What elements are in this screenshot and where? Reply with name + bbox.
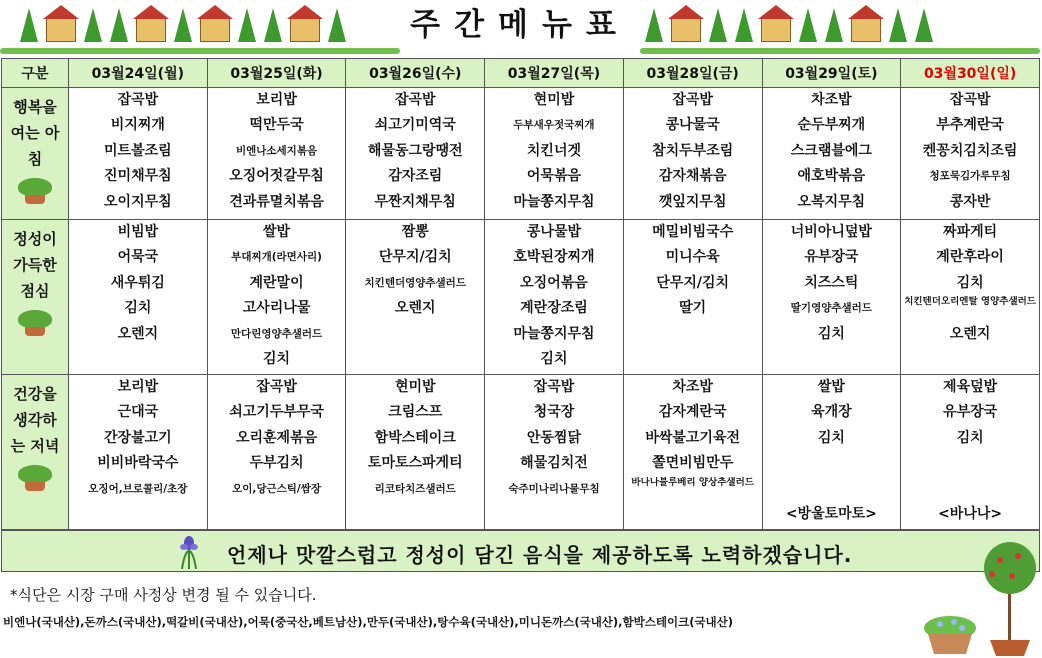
menu-item: 보리밥 xyxy=(256,92,297,108)
meal-name: 정성이 가득한 점심 xyxy=(13,230,57,300)
menu-item xyxy=(346,347,484,372)
menu-item: 청포묵김가루무침 xyxy=(929,170,1011,183)
menu-item: 비빔밥 xyxy=(117,224,159,240)
menu-item: 차조밥 xyxy=(811,92,852,108)
menu-item: 쌀밥 xyxy=(263,224,291,240)
menu-item: 제육덮밥 xyxy=(943,379,998,395)
menu-item: 김치 xyxy=(540,350,568,367)
tree-icon xyxy=(84,8,102,42)
menu-item: 계란장조림 xyxy=(520,300,588,317)
menu-item: 비지찌개 xyxy=(110,117,165,134)
menu-item: 만다린영양추샐러드 xyxy=(230,327,323,340)
menu-item: 비엔나소세지볶음 xyxy=(235,144,318,157)
meal-label-cell xyxy=(2,375,69,530)
iris-icon xyxy=(174,535,204,569)
tree-icon xyxy=(238,8,256,42)
day-menu-cell xyxy=(207,375,346,530)
menu-item: 김치 xyxy=(124,300,152,317)
meal-label-cell xyxy=(2,220,69,375)
meal-name: 행복을 여는 아침 xyxy=(10,98,60,168)
menu-item: 오징어젓갈무침 xyxy=(229,168,324,185)
menu-item: 유부장국 xyxy=(943,404,998,421)
tree-icon xyxy=(735,8,753,42)
tree-icon xyxy=(20,8,38,42)
menu-item: 쇠고기미역국 xyxy=(374,117,456,134)
menu-item: 딸기 xyxy=(679,300,707,317)
menu-item: 메밀비빔국수 xyxy=(652,224,734,240)
page-title: 주간메뉴표 xyxy=(410,7,630,43)
menu-item: 어묵볶음 xyxy=(526,168,582,185)
menu-item xyxy=(901,451,1039,476)
menu-item: 비비바락국수 xyxy=(97,455,179,472)
day-menu-cell xyxy=(485,88,624,220)
day-header: 03월28일(금) xyxy=(623,59,762,88)
menu-item: 오렌지 xyxy=(394,300,436,317)
group-header: 구분 xyxy=(2,59,69,88)
weekly-menu-table xyxy=(1,58,1040,530)
menu-item: 미니수육 xyxy=(665,249,720,266)
menu-item: 새우튀김 xyxy=(110,274,165,291)
house-icon xyxy=(671,18,701,42)
footer-message: 언제나 맛깔스럽고 정성이 담긴 음식을 제공하도록 노력하겠습니다. xyxy=(227,543,853,567)
day-menu-cell xyxy=(485,375,624,530)
origin-info: 비엔나(국내산),돈까스(국내산),떡갈비(국내산),어묵(중국산,베트남산),만두(국내산),탕수육(국내산),미니돈까스(국내산),함박스테이크(국내산) xyxy=(3,615,734,629)
menu-item: 오복지무침 xyxy=(797,193,866,210)
menu-item: 미트볼조림 xyxy=(104,142,172,159)
menu-item: 숙주미나리나물무침 xyxy=(508,482,600,495)
menu-item: 켄꽁치김치조림 xyxy=(922,142,1018,159)
menu-item: 너비아니덮밥 xyxy=(790,224,872,240)
day-header: 03월24일(월) xyxy=(69,59,208,88)
day-menu-cell xyxy=(623,375,762,530)
menu-item: 호박된장찌개 xyxy=(513,249,595,266)
menu-item: 쫄면비빔만두 xyxy=(652,455,734,472)
tree-icon xyxy=(799,8,817,42)
menu-item: 고사리나물 xyxy=(242,300,311,317)
day-menu-cell xyxy=(623,88,762,220)
menu-item: 김치 xyxy=(956,429,984,446)
menu-item: 김치 xyxy=(263,350,291,367)
day-header: 03월27일(목) xyxy=(485,59,624,88)
tree-icon xyxy=(889,8,907,42)
menu-item: 단무지/김치 xyxy=(656,274,730,291)
menu-change-note: *식단은 시장 구매 사정상 변경 될 수 있습니다. xyxy=(10,586,317,604)
flower-pots-decoration xyxy=(920,540,1040,656)
day-menu-cell xyxy=(346,220,485,375)
menu-item: 육개장 xyxy=(811,404,852,421)
menu-item: 보리밥 xyxy=(117,379,159,395)
menu-item: 마늘쫑지무침 xyxy=(513,193,595,210)
menu-item: 해물김치전 xyxy=(520,455,588,472)
menu-item: 토마토스파게티 xyxy=(367,455,463,472)
house-icon xyxy=(761,18,791,42)
menu-item: 오리훈제볶음 xyxy=(235,429,318,446)
menu-item xyxy=(763,347,901,372)
meal-row xyxy=(2,88,1040,220)
day-menu-cell xyxy=(69,375,208,530)
village-left-deco xyxy=(20,8,346,42)
menu-item xyxy=(346,322,484,347)
header-row xyxy=(2,59,1040,88)
menu-item: 바나나블루베리 양상추샐러드 xyxy=(631,476,754,488)
menu-item: 김치 xyxy=(817,429,845,446)
flower-pot-icon xyxy=(924,616,976,654)
menu-item: 차조밥 xyxy=(672,379,713,395)
meal-name: 건강을 생각하는 저녁 xyxy=(10,385,60,455)
menu-item: 오렌지 xyxy=(949,325,991,342)
meal-row xyxy=(2,375,1040,530)
menu-item xyxy=(69,502,207,527)
day-header-sunday: 03월30일(일) xyxy=(901,59,1040,88)
menu-item: 치킨텐더영양추샐러드 xyxy=(364,276,466,289)
day-menu-cell xyxy=(901,375,1040,530)
menu-item: 마늘쫑지무침 xyxy=(513,325,595,342)
menu-item: 짬뽕 xyxy=(401,224,429,240)
day-menu-cell xyxy=(69,220,208,375)
tree-icon xyxy=(915,8,933,42)
menu-item: 스크램블에그 xyxy=(790,142,872,159)
tree-icon xyxy=(709,8,727,42)
menu-item: 계란말이 xyxy=(249,274,304,291)
menu-item: 부추계란국 xyxy=(936,117,1004,134)
menu-item: 근대국 xyxy=(117,404,159,421)
menu-item: 오이,당근스틱/쌈장 xyxy=(232,482,322,495)
menu-item: 쌀밥 xyxy=(817,379,845,395)
day-menu-cell xyxy=(901,88,1040,220)
menu-item: 잡곡밥 xyxy=(394,92,436,108)
tree-icon xyxy=(328,8,346,42)
menu-item: 리코타치즈샐러드 xyxy=(374,482,456,495)
menu-item: 오징어,브로콜리/초장 xyxy=(88,482,188,495)
tree-icon xyxy=(110,8,128,42)
menu-item: 현미밥 xyxy=(533,92,575,108)
grass-right xyxy=(640,48,1040,54)
menu-item xyxy=(624,502,762,527)
menu-item: 쇠고기두부무국 xyxy=(229,404,324,421)
menu-item: 어묵국 xyxy=(117,249,159,266)
house-icon xyxy=(46,18,76,42)
menu-item: 청국장 xyxy=(533,404,575,421)
footer-banner xyxy=(1,530,1040,572)
topiary-icon xyxy=(984,542,1036,656)
menu-item: 잡곡밥 xyxy=(672,92,713,108)
flower-pot-icon xyxy=(15,178,55,204)
menu-item: 잡곡밥 xyxy=(117,92,159,108)
menu-item: 부대찌개(라면사리) xyxy=(231,251,322,264)
menu-item: 오렌지 xyxy=(117,325,159,342)
menu-item: 치킨너겟 xyxy=(526,142,582,159)
menu-item xyxy=(485,502,623,527)
menu-item: 현미밥 xyxy=(394,379,436,395)
menu-item: 크림스프 xyxy=(388,404,443,421)
house-icon xyxy=(136,18,166,42)
menu-item: 안동찜닭 xyxy=(526,429,582,446)
menu-item: 딸기영양추샐러드 xyxy=(790,302,872,315)
menu-item xyxy=(901,477,1039,502)
menu-item: 간장불고기 xyxy=(104,429,172,446)
menu-item xyxy=(69,347,207,372)
house-icon xyxy=(290,18,320,42)
menu-item: <바나나> xyxy=(938,505,1003,522)
day-header: 03월26일(수) xyxy=(346,59,485,88)
menu-item: 두부새우젓국찌개 xyxy=(513,119,595,132)
meal-row xyxy=(2,220,1040,375)
house-icon xyxy=(851,18,881,42)
day-menu-cell xyxy=(207,88,346,220)
day-menu-cell xyxy=(346,88,485,220)
menu-item: 치킨텐더오리엔탈 영양추샐러드 xyxy=(904,296,1036,308)
menu-item: 순두부찌개 xyxy=(797,117,866,134)
menu-item: 참치두부조림 xyxy=(652,142,734,159)
menu-item: 견과류멸치볶음 xyxy=(229,193,324,210)
menu-item: 두부김치 xyxy=(249,455,304,472)
menu-item: 함박스테이크 xyxy=(374,429,456,446)
menu-item: 오이지무침 xyxy=(104,193,172,210)
menu-item: 바싹불고기육전 xyxy=(645,429,740,446)
menu-item: 감자계란국 xyxy=(658,404,727,421)
menu-item: 떡만두국 xyxy=(249,117,304,134)
menu-item: 잡곡밥 xyxy=(949,92,991,108)
tree-icon xyxy=(825,8,843,42)
day-menu-cell xyxy=(346,375,485,530)
flower-pot-icon xyxy=(15,465,55,491)
menu-item: 감자조림 xyxy=(388,168,443,185)
menu-item xyxy=(763,477,901,502)
day-header: 03월29일(토) xyxy=(762,59,901,88)
menu-item: 치즈스틱 xyxy=(804,274,859,291)
menu-item xyxy=(624,322,762,347)
menu-item xyxy=(346,502,484,527)
day-menu-cell xyxy=(485,220,624,375)
menu-item: 단무지/김치 xyxy=(378,249,452,266)
day-menu-cell xyxy=(762,88,901,220)
day-menu-cell xyxy=(207,220,346,375)
top-banner xyxy=(0,0,1042,58)
menu-item: 콩자반 xyxy=(949,193,991,210)
menu-item: 깻잎지무침 xyxy=(658,193,727,210)
menu-item xyxy=(901,347,1039,372)
day-menu-cell xyxy=(69,88,208,220)
menu-item: 김치 xyxy=(956,274,984,291)
menu-item: 김치 xyxy=(817,325,845,342)
day-menu-cell xyxy=(901,220,1040,375)
menu-item: 잡곡밥 xyxy=(256,379,297,395)
day-menu-cell xyxy=(762,375,901,530)
menu-item: 무짠지채무침 xyxy=(374,193,456,210)
tree-icon xyxy=(645,8,663,42)
menu-item: 계란후라이 xyxy=(936,249,1004,266)
menu-item: 감자채볶음 xyxy=(658,168,727,185)
day-menu-cell xyxy=(623,220,762,375)
day-header: 03월25일(화) xyxy=(207,59,346,88)
menu-item: 콩나물밥 xyxy=(526,224,582,240)
menu-item: 잡곡밥 xyxy=(533,379,575,395)
menu-item: 해물동그랑땡전 xyxy=(367,142,463,159)
menu-item xyxy=(624,347,762,372)
house-icon xyxy=(200,18,230,42)
menu-item: 오징어볶음 xyxy=(520,274,588,291)
day-menu-cell xyxy=(762,220,901,375)
menu-item: 유부장국 xyxy=(804,249,859,266)
menu-item: <방울토마토> xyxy=(785,505,877,522)
tree-icon xyxy=(174,8,192,42)
menu-item: 짜파게티 xyxy=(943,224,998,240)
menu-item: 진미채무침 xyxy=(104,168,172,185)
flower-pot-icon xyxy=(15,310,55,336)
menu-item: 애호박볶음 xyxy=(797,168,866,185)
menu-item: 콩나물국 xyxy=(665,117,720,134)
menu-item xyxy=(208,502,346,527)
village-right-deco xyxy=(645,8,933,42)
meal-label-cell xyxy=(2,88,69,220)
menu-item xyxy=(763,451,901,476)
tree-icon xyxy=(264,8,282,42)
grass-left xyxy=(0,48,400,54)
